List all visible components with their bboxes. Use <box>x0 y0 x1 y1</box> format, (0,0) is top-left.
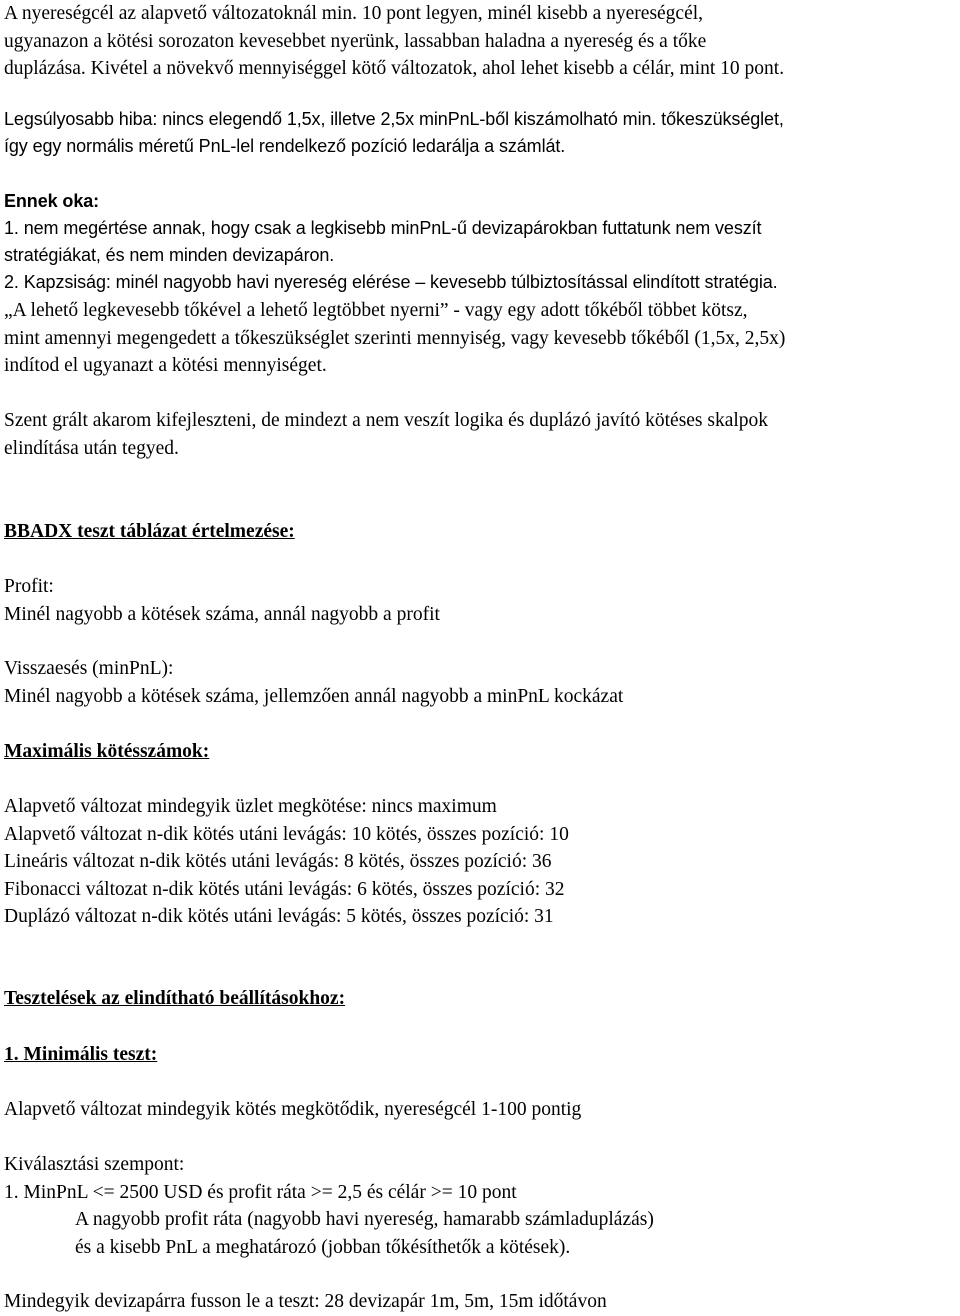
criteria-label: Kiválasztási szempont: <box>4 1154 185 1175</box>
drawdown-block <box>4 655 623 710</box>
intro-paragraph <box>4 0 784 83</box>
criteria-item-1-sub: A nagyobb profit ráta (nagyobb havi nyereség, hamarabb számladuplázás) <box>75 1209 654 1230</box>
quote-line: „A lehető legkevesebb tőkével a lehető legtöbbet nyerni” - vagy egy adott tőkéből többet kötsz, <box>4 300 748 321</box>
maxtrades-item: Alapvető változat mindegyik üzlet megkötése: nincs maximum <box>4 796 497 817</box>
grail-paragraph <box>4 407 768 462</box>
intro-line: A nyereségcél az alapvető változatoknál min. 10 pont legyen, minél kisebb a nyereségcél, <box>4 3 704 24</box>
intro-line: duplázása. Kivétel a növekvő mennyiséggel kötő változatok, ahol lehet kisebb a célár, mint 10 pont. <box>4 58 785 79</box>
cause-item-2: 2. Kapzsiság: minél nagyobb havi nyereség elérése – kevesebb túlbiztosítással elindított stratégia. <box>4 272 778 292</box>
run-text-block <box>4 1288 607 1316</box>
criteria-block <box>4 1151 654 1261</box>
grail-line: elindítása után tegyed. <box>4 437 179 459</box>
criteria-item-1-sub: és a kisebb PnL a meghatározó (jobban tőkésíthetők a kötések). <box>75 1236 571 1258</box>
cause-item-1-line: 1. nem megértése annak, hogy csak a legkisebb minPnL-ű devizapárokban futtatunk nem veszít <box>4 218 762 238</box>
quote-line: indítod el ugyanazt a kötési mennyiséget. <box>4 355 327 376</box>
error-paragraph <box>4 106 784 160</box>
profit-text: Minél nagyobb a kötések száma, annál nagyobb a profit <box>4 603 440 625</box>
drawdown-label: Visszaesés (minPnL): <box>4 658 174 679</box>
grail-line: Szent grált akarom kifejleszteni, de mindezt a nem veszít logika és duplázó javító kötéses skalpok <box>4 410 769 431</box>
maxtrades-item: Fibonacci változat n-dik kötés utáni levágás: 6 kötés, összes pozíció: 32 <box>4 878 565 900</box>
criteria-item-1: 1. MinPnL <= 2500 USD és profit ráta >= 2,5 és célár >= 10 pont <box>4 1181 517 1203</box>
cause-heading: Ennek oka: <box>4 191 100 211</box>
maxtrades-heading-block <box>4 738 209 766</box>
error-line: így egy normális méretű PnL-lel rendelkező pozíció ledarálja a számlát. <box>4 136 566 156</box>
maxtrades-item: Lineáris változat n-dik kötés utáni levágás: 8 kötés, összes pozíció: 36 <box>4 851 552 872</box>
maxtrades-item: Duplázó változat n-dik kötés utáni levágás: 5 kötés, összes pozíció: 31 <box>4 906 554 927</box>
bbadx-section <box>4 518 295 546</box>
min-test-text-block <box>4 1096 581 1124</box>
maxtrades-heading: Maximális kötésszámok: <box>4 741 210 762</box>
error-line: Legsúlyosabb hiba: nincs elegendő 1,5x, illetve 2,5x minPnL-ből kiszámolható min. tőkeszükséglet, <box>4 109 784 129</box>
bbadx-heading: BBADX teszt táblázat értelmezése: <box>4 521 295 542</box>
profit-block <box>4 573 440 628</box>
profit-label: Profit: <box>4 576 54 597</box>
min-test-heading: 1. Minimális teszt: <box>4 1044 158 1065</box>
min-test-heading-block <box>4 1041 157 1069</box>
tests-heading: Tesztelések az elindítható beállításokhoz: <box>4 988 346 1009</box>
intro-line: ugyanazon a kötési sorozaton kevesebbet nyerünk, lassabban haladna a nyereség és a tőke <box>4 30 707 52</box>
quote-line: mint amennyi megengedett a tőkeszükséglet szerinti mennyiség, vagy kevesebb tőkéből (1,5x, 2,5x) <box>4 327 786 349</box>
quote-paragraph <box>4 297 785 380</box>
run-text: Mindegyik devizapárra fusson le a teszt: 28 devizapár 1m, 5m, 15m időtávon <box>4 1291 607 1312</box>
maxtrades-item: Alapvető változat n-dik kötés utáni levágás: 10 kötés, összes pozíció: 10 <box>4 823 569 845</box>
tests-heading-block <box>4 985 345 1013</box>
cause-section <box>4 188 778 296</box>
min-test-text: Alapvető változat mindegyik kötés megkötődik, nyereségcél 1-100 pontig <box>4 1099 582 1120</box>
cause-item-1-line: stratégiákat, és nem minden devizapáron. <box>4 245 335 265</box>
drawdown-text: Minél nagyobb a kötések száma, jellemzően annál nagyobb a minPnL kockázat <box>4 685 624 707</box>
maxtrades-list <box>4 793 569 931</box>
